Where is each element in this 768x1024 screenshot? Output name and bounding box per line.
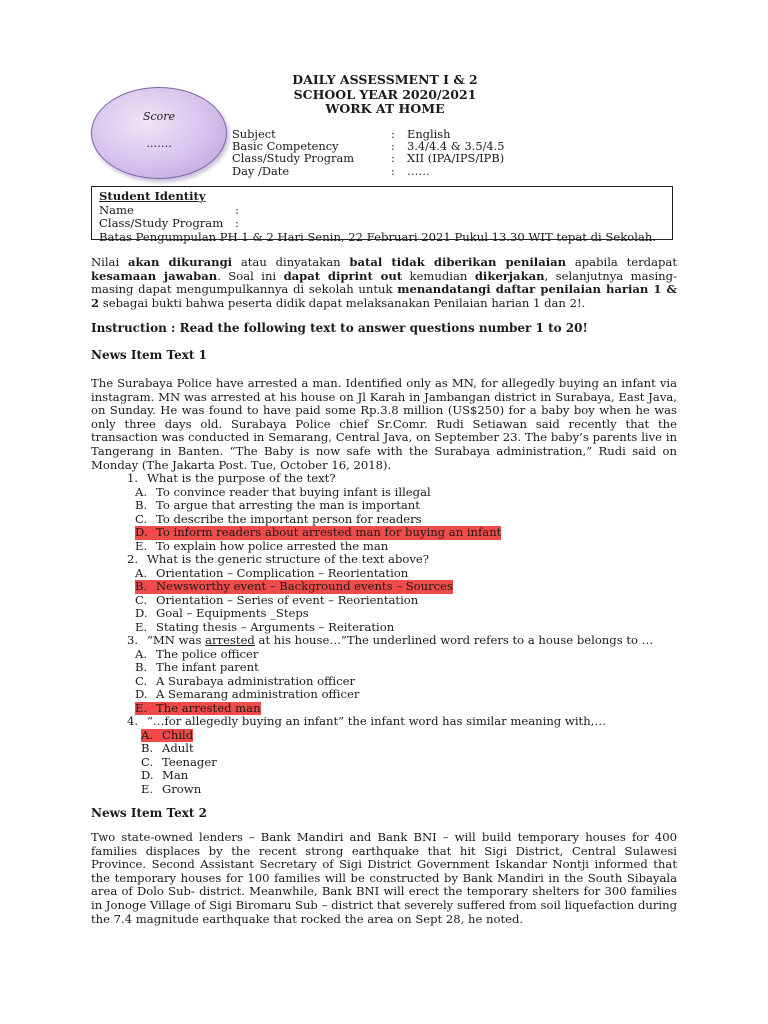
question-number: 3. — [127, 633, 139, 647]
deadline-text: Batas Pengumpulan PH 1 & 2 Hari Senin, 22 Februari 2021 Pukul 13.30 WIT tepat di Sekolah. — [99, 229, 657, 244]
option-letter: D. — [135, 687, 148, 701]
note-bold: dapat diprint out — [283, 268, 403, 283]
highlighted-answer — [135, 702, 261, 716]
option-text: The police officer — [156, 646, 259, 661]
answer-option[interactable] — [127, 607, 682, 621]
option-letter: D. — [141, 768, 154, 782]
option-text: Man — [162, 768, 189, 782]
section-title-text2: News Item Text 2 — [91, 806, 207, 820]
answer-option-highlighted[interactable] — [127, 526, 682, 540]
document-header — [232, 73, 538, 117]
option-text: To inform readers about arrested man for buying an infant — [156, 525, 502, 539]
option-letter: C. — [135, 592, 148, 607]
option-letter: B. — [135, 660, 148, 674]
answer-option[interactable] — [127, 688, 682, 702]
option-text: Goal – Equipments _Steps — [156, 606, 309, 620]
answer-option-highlighted[interactable] — [127, 729, 682, 743]
note-text: sebagai bukti bahwa peserta didik dapat melaksanakan Penilaian harian 1 dan 2!. — [99, 295, 586, 310]
section-title-text1: News Item Text 1 — [91, 348, 207, 362]
question-text: What is the purpose of the text? — [147, 471, 336, 485]
instruction-text: Instruction : Read the following text to answer questions number 1 to 20! — [91, 321, 588, 335]
question-list — [127, 472, 682, 796]
note-text: . Soal ini — [217, 268, 284, 283]
answer-option[interactable] — [127, 756, 682, 770]
option-text: Adult — [162, 741, 194, 755]
class-value: XII (IPA/IPS/IPB) — [407, 151, 505, 166]
note-bold: menandatangi daftar penilaian harian 1 & 2 — [91, 282, 677, 310]
option-text: To convince reader that buying infant is illegal — [156, 484, 431, 499]
option-letter: E. — [135, 700, 148, 715]
question-number: 2. — [127, 552, 139, 566]
subject-value: English — [407, 127, 451, 141]
competency-value: 3.4/4.4 & 3.5/4.5 — [407, 139, 505, 154]
option-letter: A. — [141, 727, 154, 742]
question-2 — [127, 553, 682, 567]
answer-option[interactable] — [127, 594, 682, 608]
answer-option-highlighted[interactable] — [127, 702, 682, 716]
answer-option[interactable] — [127, 540, 682, 554]
answer-option[interactable] — [127, 675, 682, 689]
question-text — [147, 634, 653, 648]
answer-option[interactable] — [127, 648, 682, 662]
question-number: 4. — [127, 714, 139, 728]
name-label: Name — [99, 202, 134, 217]
header-title: DAILY ASSESSMENT I & 2 — [292, 72, 478, 87]
option-letter: A. — [135, 484, 148, 499]
question-1 — [127, 472, 682, 486]
option-letter: C. — [135, 511, 148, 526]
header-work-at-home: WORK AT HOME — [325, 101, 445, 116]
date-label: Day /Date — [232, 163, 290, 178]
note-text: , selanjutnya masing-masing dapat mengumpulkannya di sekolah untuk — [91, 268, 677, 297]
option-letter: B. — [135, 579, 148, 593]
class-row — [232, 152, 567, 164]
answer-option[interactable] — [127, 621, 682, 635]
answer-option[interactable] — [127, 513, 682, 527]
identity-title: Student Identity — [99, 189, 206, 203]
answer-option[interactable] — [127, 567, 682, 581]
answer-option[interactable] — [127, 769, 682, 783]
underlined-word: arrested — [205, 633, 255, 647]
colon: : — [235, 202, 239, 217]
answer-option[interactable] — [127, 661, 682, 675]
class-program-row — [99, 217, 672, 231]
news-text-1: The Surabaya Police have arrested a man. Identified only as MN, for allegedly buying an infant via instagram. MN was arrested at his house on Jl Karah in Jambangan district in Surabaya, East Java, on Sunday. He was found to have paid some Rp.3.8 million (US$250) for a baby boy when he was only three days old. Surabaya Police chief Sr.Comr. Rudi Setiawan said recently that the transaction was conducted in Semarang, Central Java, on September 23. The baby’s parents live in Tangerang in Banten. “The Baby is now safe with the Surabaya administration,” Rudi said on Monday (The Jakarta Post. Tue, October 16, 2018). — [91, 376, 677, 472]
colon: : — [235, 216, 239, 231]
score-value: ……. — [146, 137, 172, 150]
class-label: Class/Study Program — [232, 151, 355, 166]
note-text: Nilai — [91, 255, 128, 269]
option-letter: E. — [135, 619, 148, 634]
option-text: A Surabaya administration officer — [156, 673, 355, 688]
assessment-note — [91, 256, 677, 310]
question-4 — [127, 715, 682, 729]
option-letter: C. — [135, 673, 148, 688]
answer-option-highlighted[interactable] — [127, 580, 682, 594]
note-text: kemudian — [402, 268, 475, 283]
option-text: Orientation – Series of event – Reorientation — [156, 592, 419, 607]
note-text: atau dinyatakan — [232, 255, 350, 269]
option-text: The arrested man — [156, 700, 261, 715]
option-text: To describe the important person for readers — [156, 511, 422, 526]
competency-label: Basic Competency — [232, 139, 339, 154]
question-text-post: at his house…”The underlined word refers to a house belongs to … — [254, 633, 654, 647]
option-text: Teenager — [162, 754, 217, 769]
header-school-year: SCHOOL YEAR 2020/2021 — [293, 86, 477, 102]
date-row — [232, 165, 567, 177]
colon: : — [391, 163, 395, 178]
news-text-2: Two state-owned lenders – Bank Mandiri and Bank BNI – will build temporary houses for 400 families displaces by the recent strong earthquake that hit Sigi District, Central Sulawesi Province. Second Assistant Secretary of Sigi District Government Iskandar Nontji informed that the temporary houses for 100 families will be constructed by Bank Mandiri in the South Sibayala area of Dolo Sub- district. Meanwhile, Bank BNI will erect the temporary shelters for 300 families in Jonoge Village of Sigi Biromaru Sub – district that severely suffered from soil liquefaction during the 7.4 magnitude earthquake that rocked the area on Sept 28, he noted. — [91, 830, 677, 926]
class-program-label: Class/Study Program — [99, 216, 224, 231]
colon: : — [391, 139, 395, 154]
option-text: Grown — [162, 781, 202, 796]
option-text: Orientation – Complication – Reorientation — [156, 565, 409, 580]
option-text: Newsworthy event – Background events – Sources — [156, 579, 453, 593]
subject-info-table — [232, 128, 567, 177]
note-bold: batal tidak diberikan penilaian — [349, 255, 567, 269]
student-identity-box — [91, 186, 673, 244]
option-letter: D. — [135, 606, 148, 620]
note-bold: akan dikurangi — [127, 255, 233, 269]
highlighted-answer — [135, 580, 453, 594]
score-oval — [91, 87, 227, 179]
score-label: Score — [142, 110, 176, 123]
option-letter: A. — [135, 565, 148, 580]
question-number: 1. — [127, 471, 139, 485]
answer-option[interactable] — [127, 742, 682, 756]
option-text: Stating thesis – Arguments – Reiteration — [156, 619, 395, 634]
subject-label: Subject — [232, 127, 276, 141]
option-letter: A. — [135, 646, 148, 661]
note-text: apabila terdapat — [566, 255, 677, 269]
question-text-pre: “MN was — [147, 633, 206, 647]
question-text: “…for allegedly buying an infant” the infant word has similar meaning with,… — [147, 714, 606, 728]
option-letter: E. — [141, 781, 154, 796]
option-text: Child — [162, 727, 194, 742]
colon: : — [391, 151, 395, 166]
note-bold: dikerjakan — [474, 268, 545, 283]
option-letter: E. — [135, 538, 148, 553]
note-bold: kesamaan jawaban — [91, 268, 218, 283]
answer-option[interactable] — [127, 499, 682, 513]
question-text: What is the generic structure of the text above? — [147, 552, 429, 566]
date-value: …… — [407, 163, 430, 178]
name-row — [99, 204, 672, 218]
answer-option[interactable] — [127, 783, 682, 797]
option-text: The infant parent — [156, 660, 259, 674]
option-letter: D. — [135, 525, 148, 539]
option-letter: B. — [141, 741, 154, 755]
answer-option[interactable] — [127, 486, 682, 500]
option-letter: B. — [135, 498, 148, 512]
option-text: To argue that arresting the man is important — [156, 498, 420, 512]
option-text: To explain how police arrested the man — [156, 538, 389, 553]
option-letter: C. — [141, 754, 154, 769]
highlighted-answer — [135, 526, 501, 540]
option-text: A Semarang administration officer — [156, 687, 360, 701]
colon: : — [391, 127, 395, 141]
question-3 — [127, 634, 682, 648]
highlighted-answer — [141, 729, 193, 743]
